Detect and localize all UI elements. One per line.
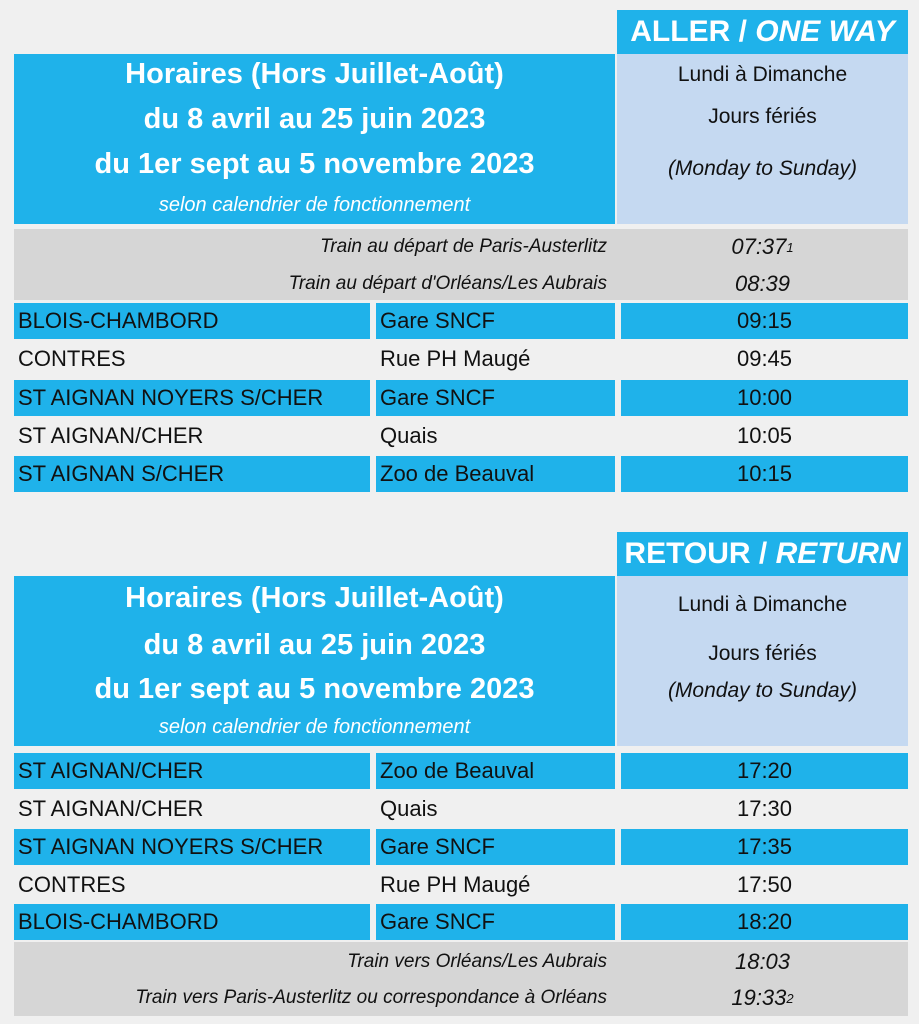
stop-location: Zoo de Beauval (376, 456, 615, 492)
aller-days: Lundi à Dimanche (677, 63, 848, 86)
stop-time: 09:15 (621, 303, 908, 339)
stop-time: 17:30 (736, 796, 793, 821)
retour-train-label-2: Train vers Paris-Austerlitz ou correspondance à Orléans (135, 987, 607, 1008)
stop-time: 09:45 (736, 346, 793, 371)
retour-train-time-2-note: 2 (786, 990, 794, 1006)
stop-location: Gare SNCF (376, 303, 615, 339)
aller-title-line-3: du 1er sept au 5 novembre 2023 (94, 148, 535, 180)
stop-town: BLOIS-CHAMBORD (14, 303, 370, 339)
retour-train-time-2-value: 19:33 (731, 985, 787, 1010)
aller-direction-header (617, 10, 908, 54)
retour-direction-en: RETURN (775, 537, 901, 570)
stop-location: Rue PH Maugé (380, 346, 531, 371)
stop-time: 18:20 (621, 904, 908, 940)
aller-title-line-1: Horaires (Hors Juillet-Août) (125, 58, 504, 90)
stop-town: CONTRES (18, 346, 126, 371)
retour-days-en: (Monday to Sunday) (667, 679, 858, 702)
aller-title-line-2: du 8 avril au 25 juin 2023 (143, 103, 486, 135)
stop-town: ST AIGNAN NOYERS S/CHER (14, 380, 370, 416)
retour-days-block (617, 576, 908, 746)
aller-days-en: (Monday to Sunday) (667, 157, 858, 180)
aller-direction-fr: ALLER / (630, 15, 747, 48)
stop-town: ST AIGNAN/CHER (14, 753, 370, 789)
stop-time: 10:00 (621, 380, 908, 416)
stop-location: Gare SNCF (376, 829, 615, 865)
stop-town: ST AIGNAN NOYERS S/CHER (14, 829, 370, 865)
aller-holidays: Jours fériés (708, 105, 817, 128)
retour-days: Lundi à Dimanche (677, 593, 848, 616)
stop-town: ST AIGNAN/CHER (18, 423, 204, 448)
stop-town: BLOIS-CHAMBORD (14, 904, 370, 940)
stop-time: 17:20 (621, 753, 908, 789)
retour-direction-header (617, 532, 908, 576)
stop-location: Quais (380, 796, 438, 821)
stop-location: Rue PH Maugé (380, 872, 531, 897)
retour-title-block (14, 576, 615, 746)
stop-location: Zoo de Beauval (376, 753, 615, 789)
retour-train-time-1: 18:03 (734, 949, 791, 974)
aller-train-label-2: Train au départ d'Orléans/Les Aubrais (288, 273, 607, 294)
stop-time: 10:05 (736, 423, 793, 448)
aller-days-block (617, 54, 908, 224)
aller-direction-en: ONE WAY (755, 15, 895, 48)
stop-time: 17:35 (621, 829, 908, 865)
retour-train-label-1: Train vers Orléans/Les Aubrais (347, 951, 607, 972)
aller-train-label-1: Train au départ de Paris-Austerlitz (320, 236, 607, 257)
stop-location: Quais (380, 423, 438, 448)
retour-title-sub: selon calendrier de fonctionnement (158, 716, 471, 738)
aller-train-time-2: 08:39 (734, 271, 791, 296)
retour-train-time-2 (617, 980, 908, 1016)
stop-location: Gare SNCF (376, 904, 615, 940)
aller-train-time-1-value: 07:37 (731, 234, 787, 259)
stop-town: ST AIGNAN/CHER (18, 796, 204, 821)
aller-title-sub: selon calendrier de fonctionnement (158, 194, 471, 216)
stop-town: CONTRES (18, 872, 126, 897)
aller-title-block (14, 54, 615, 224)
retour-title-line-2: du 8 avril au 25 juin 2023 (143, 629, 486, 661)
stop-time: 10:15 (621, 456, 908, 492)
stop-town: ST AIGNAN S/CHER (14, 456, 370, 492)
stop-time: 17:50 (736, 872, 793, 897)
retour-title-line-3: du 1er sept au 5 novembre 2023 (94, 673, 535, 705)
aller-train-time-1 (617, 229, 908, 265)
aller-train-time-1-note: 1 (786, 239, 794, 255)
stop-location: Gare SNCF (376, 380, 615, 416)
retour-direction-fr: RETOUR / (624, 537, 768, 570)
retour-holidays: Jours fériés (708, 642, 817, 665)
retour-title-line-1: Horaires (Hors Juillet-Août) (125, 582, 504, 614)
